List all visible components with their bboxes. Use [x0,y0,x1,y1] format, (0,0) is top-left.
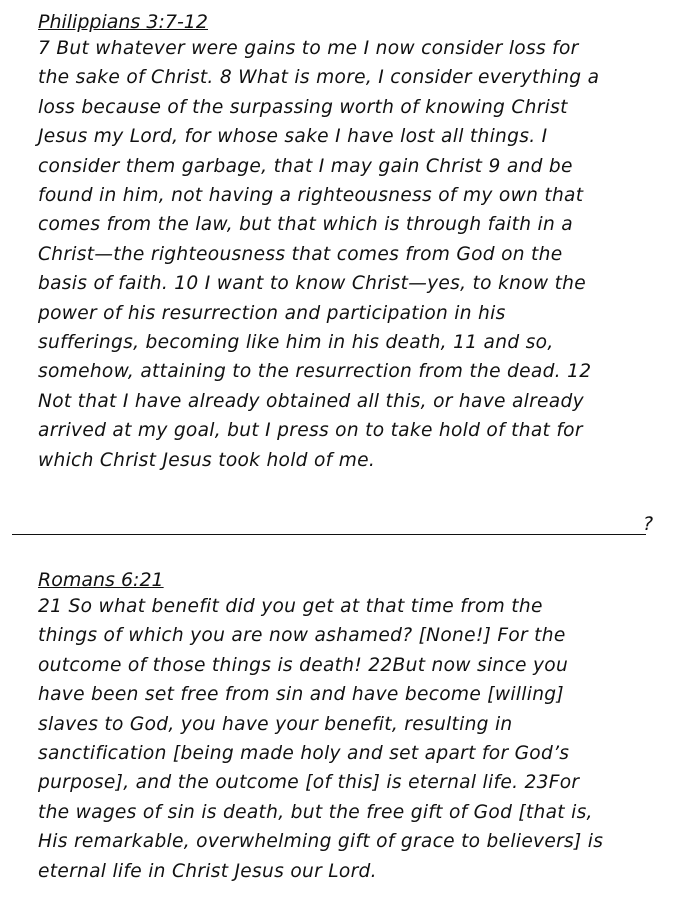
passage-philippians [38,10,674,475]
text-line: things of which you are now ashamed? [None!] For the [38,625,566,647]
text-line: power of his resurrection and participation in his [38,302,506,324]
text-line: loss because of the surpassing worth of knowing Christ [38,96,568,118]
scripture-text [38,34,674,475]
text-line: outcome of those things is death! 22But now since you [38,654,569,676]
text-line: found in him, not having a righteousness of my own that [38,185,584,207]
text-line: Christ—the righteousness that comes from God on the [38,243,563,265]
text-line: Not that I have already obtained all this, or have already [38,390,584,412]
answer-blank-line[interactable] [12,534,646,535]
text-line: basis of faith. 10 I want to know Christ—yes, to know the [38,273,586,295]
text-line: sufferings, becoming like him in his death, 11 and so, [38,332,554,354]
text-line: consider them garbage, that I may gain Christ 9 and be [38,155,573,177]
question-mark: ? [643,513,654,535]
passage-romans [38,568,674,886]
text-line: the wages of sin is death, but the free gift of God [that is, [38,801,593,823]
text-line: sanctification [being made holy and set apart for God’s [38,743,570,765]
scripture-text [38,592,674,886]
text-line: purpose], and the outcome [of this] is eternal life. 23For [38,772,580,794]
text-line: the sake of Christ. 8 What is more, I consider everything a [38,67,600,89]
text-line: Jesus my Lord, for whose sake I have lost all things. I [38,126,548,148]
text-line: which Christ Jesus took hold of me. [38,449,376,471]
text-line: comes from the law, but that which is through faith in a [38,214,573,236]
text-line: somehow, attaining to the resurrection from the dead. 12 [38,361,592,383]
text-line: eternal life in Christ Jesus our Lord. [38,860,377,882]
scripture-reference: Philippians 3:7-12 [38,11,208,33]
text-line: have been set free from sin and have become [willing] [38,684,564,706]
text-line: 7 But whatever were gains to me I now consider loss for [38,38,579,59]
text-line: arrived at my goal, but I press on to take hold of that for [38,420,583,442]
text-line: His remarkable, overwhelming gift of grace to believers] is [38,831,604,853]
text-line: slaves to God, you have your benefit, resulting in [38,713,513,735]
scripture-reference: Romans 6:21 [38,569,164,591]
text-line: 21 So what benefit did you get at that time from the [38,596,543,617]
answer-question-row [12,512,672,538]
